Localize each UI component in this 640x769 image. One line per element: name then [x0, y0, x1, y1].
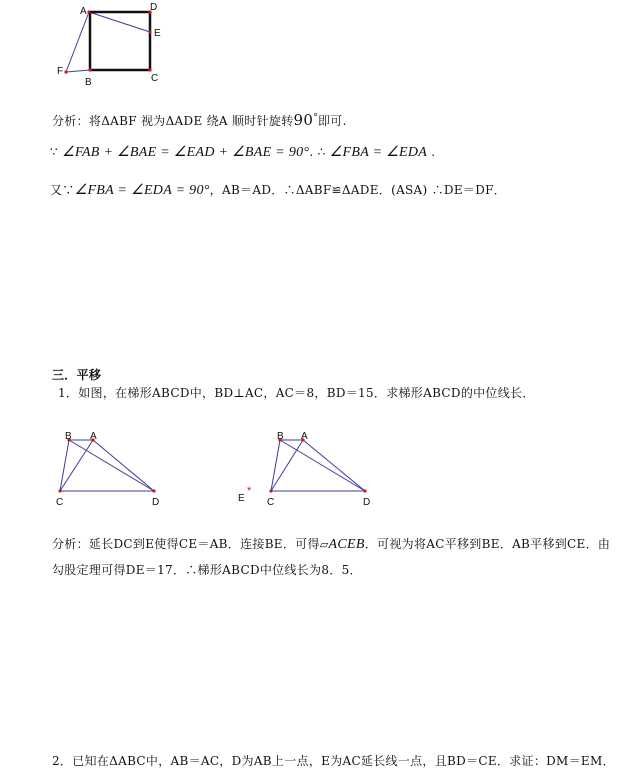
equation-1-result: ∠FBA = ∠EDA [329, 145, 428, 160]
equation-1 [50, 144, 435, 161]
label-f: F [57, 66, 64, 77]
point-e-marker: * [247, 485, 252, 497]
analysis-2-line-1 [52, 535, 610, 553]
right-label-b: B [277, 431, 284, 442]
point-f [64, 70, 67, 73]
analysis-2-prefix: 分析：延长DC到E使得CE＝AB．连接BE．可得 [52, 537, 320, 551]
right-label-a: A [301, 431, 308, 442]
therefore-symbol: ∴ [317, 145, 326, 159]
left-label-b: B [65, 431, 72, 442]
left-label-c: C [56, 497, 64, 508]
trapezoid-left [60, 440, 154, 491]
square-abcd [90, 12, 150, 70]
analysis-1-prefix: 分析：将ΔABF 视为ΔADE 绕A 顺时针旋转 [52, 114, 294, 128]
point-c [148, 68, 151, 71]
analysis-2-suffix: ．可视为将AC平移到BE．AB平移到CE．由 [364, 537, 611, 551]
label-c: C [151, 73, 159, 84]
because-symbol: ∵ [50, 145, 58, 159]
equation-1-end: . [431, 145, 436, 159]
label-b: B [85, 77, 92, 88]
right-label-e: E [238, 493, 245, 504]
problem-1: 1．如图，在梯形ABCD中，BD⊥AC，AC＝8，BD＝15．求梯形ABCD的中位线长． [58, 386, 535, 400]
analysis-1-angle: 90 [293, 111, 314, 129]
line-af [66, 12, 89, 72]
analysis-1 [52, 111, 347, 129]
figure-trapezoids [50, 425, 390, 510]
left-label-a: A [90, 431, 97, 442]
equation-2-expr: ∠FBA = ∠EDA = 90° [74, 183, 210, 198]
equation-2 [50, 181, 506, 199]
right-label-d: D [363, 497, 371, 508]
point-b [88, 68, 91, 71]
parallelogram-symbol: ▱ [319, 538, 329, 551]
section-3-heading: 三．平移 [52, 368, 102, 382]
trapezoid-right [271, 440, 365, 491]
point-e [148, 30, 151, 33]
label-e: E [154, 28, 161, 39]
analysis-1-suffix: 即可. [318, 114, 347, 128]
figure-square-rotation [50, 0, 170, 90]
analysis-2-line-2: 勾股定理可得DE＝17．∴梯形ABCD中位线长为8．5． [52, 563, 362, 577]
equation-2-rest: ，AB＝AD．∴ΔABF≌ΔADE．(ASA) ∴DE＝DF． [209, 183, 507, 197]
label-d: D [150, 2, 158, 13]
acebsym: ACEB [328, 537, 365, 552]
line-fb [66, 70, 90, 72]
point-a [87, 10, 90, 13]
equation-2-prefix: 又∵ [50, 183, 75, 197]
label-a: A [80, 6, 87, 17]
left-label-d: D [152, 497, 160, 508]
analysis-1-deg: ° [313, 113, 318, 123]
equation-1-dot: . [309, 145, 314, 159]
line-ae [89, 12, 150, 32]
problem-2: 2．已知在ΔABC中，AB＝AC，D为AB上一点，E为AC延长线一点，且BD＝CE．求证：DM＝EM． [52, 754, 615, 768]
equation-1-expr: ∠FAB + ∠BAE = ∠EAD + ∠BAE = 90° [62, 145, 310, 160]
right-label-c: C [267, 497, 275, 508]
